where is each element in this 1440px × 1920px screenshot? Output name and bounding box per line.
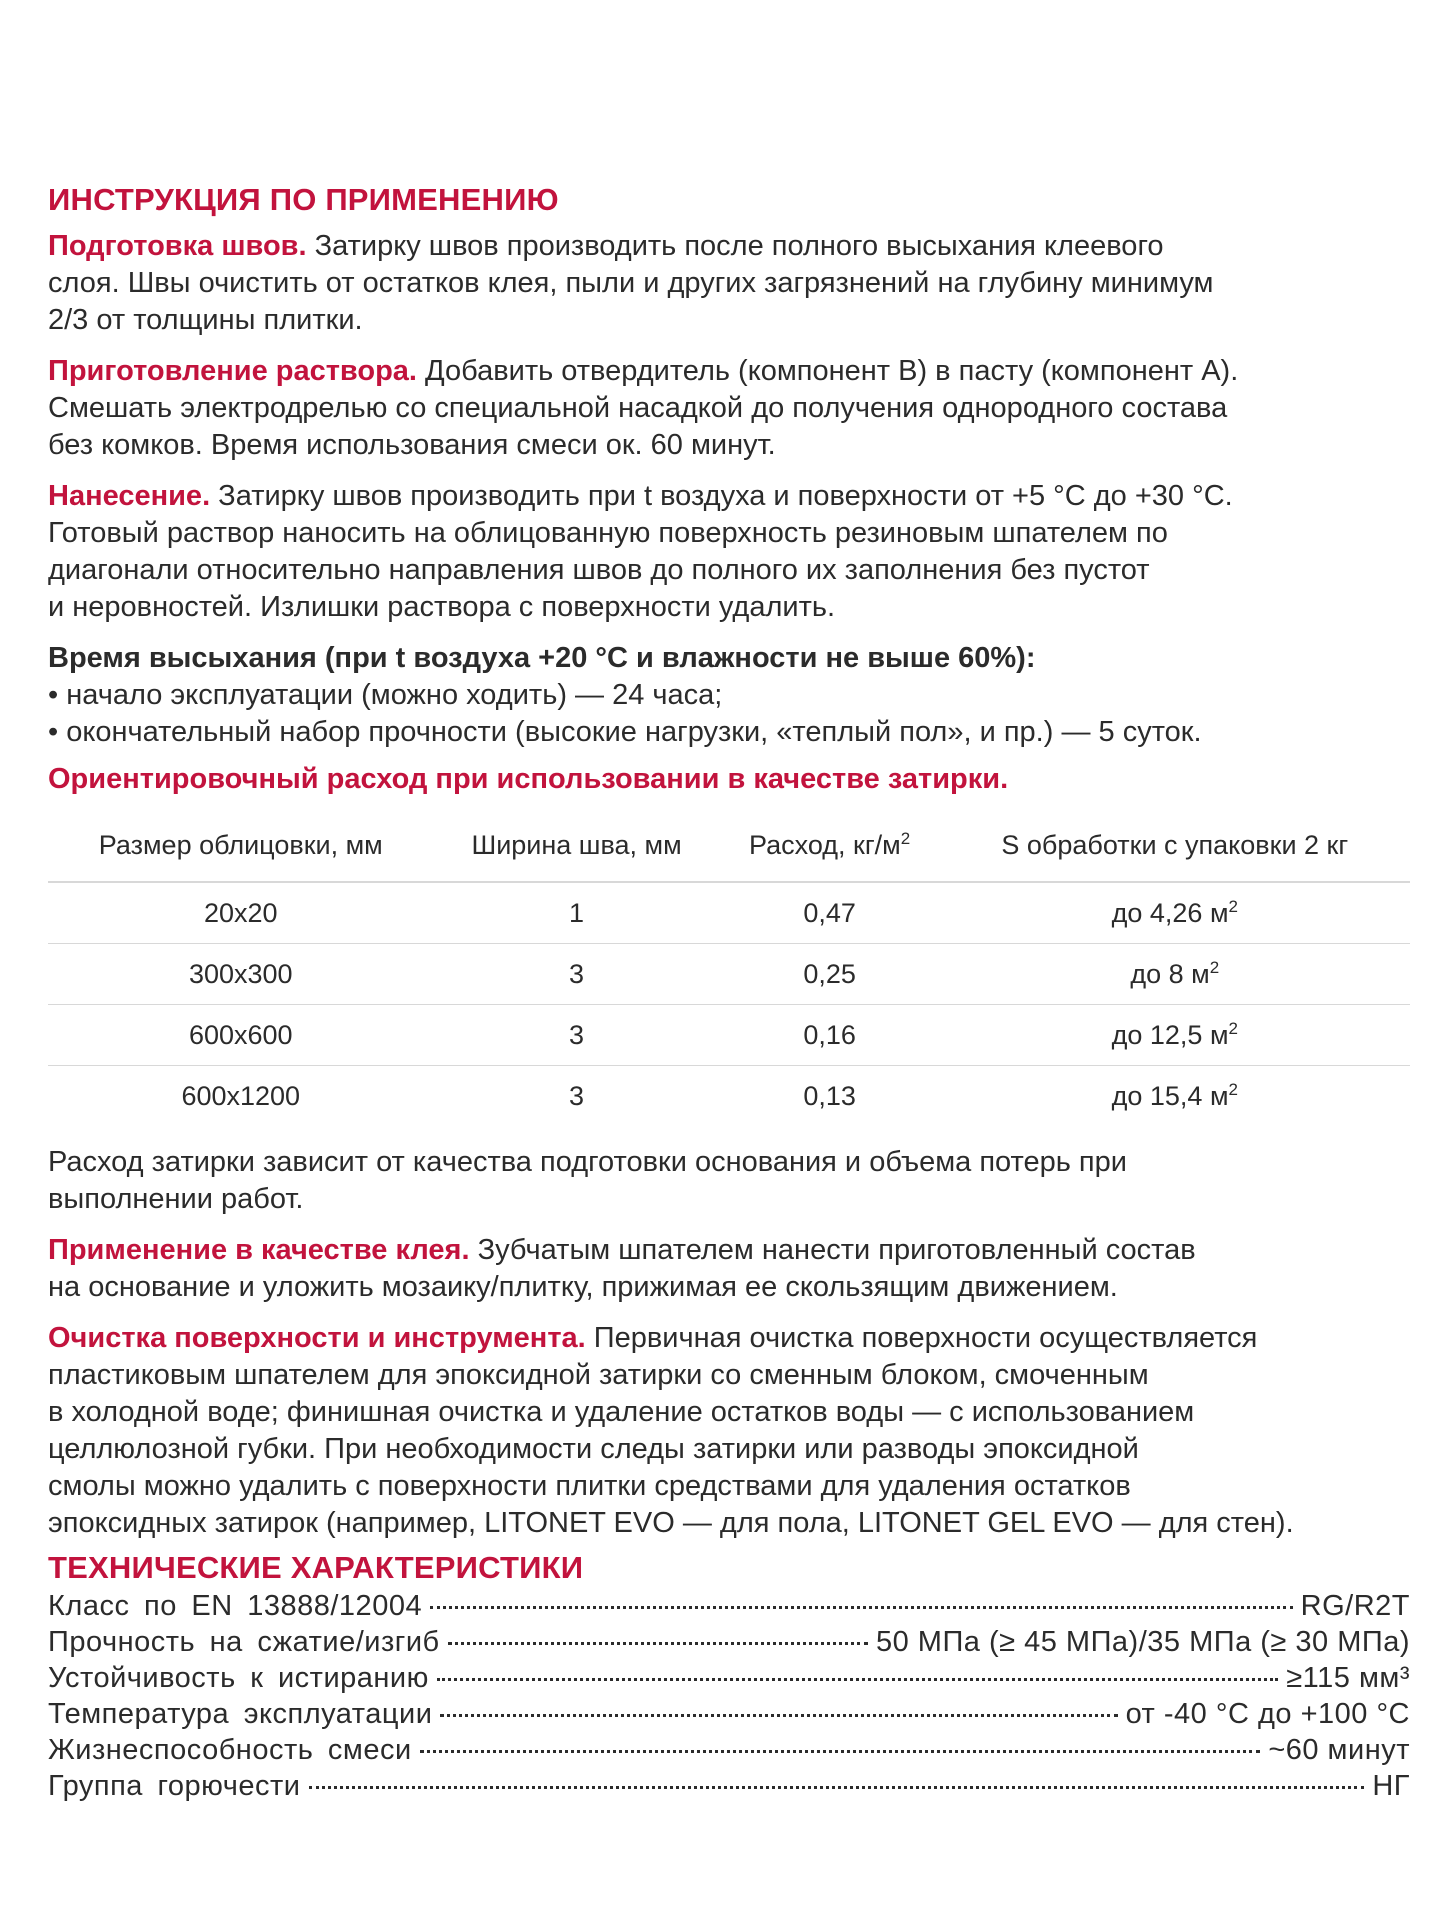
- cell-width: 1: [434, 882, 720, 944]
- tech-row-flammability: Группа горючести НГ: [48, 1770, 1410, 1802]
- apply-lead: Нанесение.: [48, 480, 211, 512]
- note-line-1: Расход затирки зависит от качества подготовки основания и объема потерь при: [48, 1146, 1127, 1178]
- cleaning-lead: Очистка поверхности и инструмента.: [48, 1322, 586, 1354]
- cleaning-line-3: в холодной воде; финишная очистка и удаление остатков воды — с использованием: [48, 1396, 1195, 1428]
- cell-size: 20x20: [48, 882, 434, 944]
- cell-size: 600x1200: [181, 1080, 301, 1111]
- cleaning-line-1: Первичная очистка поверхности осуществляется: [585, 1322, 1258, 1354]
- cell-size: 300x300: [48, 944, 434, 1005]
- table-row: [48, 1005, 1410, 1066]
- cell-rate: 0,16: [720, 1005, 940, 1066]
- tech-heading: ТЕХНИЧЕСКИЕ ХАРАКТЕРИСТИКИ: [48, 1550, 584, 1585]
- mix-lead: Приготовление раствора.: [48, 355, 417, 387]
- prep-lead: Подготовка швов.: [48, 230, 307, 262]
- table-row: [48, 882, 1410, 944]
- header-rate: Расход, $кг/м^2$: [720, 809, 940, 882]
- header-size: Размер облицовки, мм: [48, 809, 434, 882]
- mix-paragraph: [48, 353, 1410, 464]
- mix-line-1: Добавить отвердитель (компонент B) в пасту (компонент A).: [417, 355, 1239, 387]
- table-row: [48, 944, 1410, 1005]
- cell-area: до 15,4 $м^2$: [1111, 1079, 1238, 1111]
- cell-width: 3: [434, 944, 720, 1005]
- cleaning-line-6: эпоксидных затирок (например, LITONET EVO — для пола, LITONET GEL EVO — для стен).: [48, 1507, 1294, 1539]
- cell-rate: 0,47: [720, 882, 940, 944]
- glue-line-2: на основание и уложить мозаику/плитку, прижимая ее скользящим движением.: [48, 1271, 1118, 1303]
- header-area: S обработки с упаковки 2 кг: [940, 809, 1410, 882]
- prep-line-2: слоя. Швы очистить от остатков клея, пыли и других загрязнений на глубину минимум: [48, 267, 1214, 299]
- cell-width: 3: [569, 1080, 585, 1111]
- cell-size: 600x600: [48, 1005, 434, 1066]
- tech-row-strength: Прочность на сжатие/изгиб 50 МПа (≥ 45 МПа)/35 МПа (≥ 30 МПа): [48, 1626, 1410, 1658]
- tech-row-class: Класс по EN 13888/12004 RG/R2T: [48, 1590, 1410, 1622]
- apply-line-1: Затирку швов производить при t воздуха и поверхности от +5 °C до +30 °C.: [210, 480, 1233, 512]
- document-page: [48, 180, 1410, 1804]
- cleaning-line-5: смолы можно удалить с поверхности плитки средствами для удаления остатков: [48, 1470, 1131, 1502]
- instructions-heading: ИНСТРУКЦИЯ ПО ПРИМЕНЕНИЮ: [48, 182, 559, 217]
- glue-line-1: Зубчатым шпателем нанести приготовленный состав: [469, 1234, 1196, 1266]
- tech-row-pot-life: Жизнеспособность смеси ~60 минут: [48, 1734, 1410, 1766]
- cell-rate: 0,25: [720, 944, 940, 1005]
- consumption-table: [48, 809, 1410, 1126]
- cell-area: до 4,26 $м^2$: [940, 882, 1410, 944]
- consumption-title: Ориентировочный расход при использовании в качестве затирки.: [48, 763, 1009, 795]
- drying-bullet-1: • начало эксплуатации (можно ходить) — 24 часа;: [48, 679, 723, 711]
- cleaning-line-2: пластиковым шпателем для эпоксидной затирки со сменным блоком, смоченным: [48, 1359, 1149, 1391]
- cell-rate: 0,13: [803, 1080, 856, 1111]
- apply-paragraph: [48, 478, 1410, 626]
- cell-area: до 12,5 $м^2$: [940, 1005, 1410, 1066]
- prep-line-3: 2/3 от толщины плитки.: [48, 304, 363, 336]
- cleaning-line-4: целлюлозной губки. При необходимости следы затирки или разводы эпоксидной: [48, 1433, 1139, 1465]
- prep-line-1: Затирку швов производить после полного высыхания клеевого: [306, 230, 1164, 262]
- cleaning-paragraph: [48, 1320, 1410, 1542]
- table-row: [48, 1066, 1410, 1127]
- apply-line-3: диагонали относительно направления швов до полного их заполнения без пустот: [48, 554, 1150, 586]
- consumption-note: [48, 1144, 1410, 1218]
- table-header-row: [48, 809, 1410, 882]
- glue-paragraph: [48, 1232, 1410, 1306]
- note-line-2: выполнении работ.: [48, 1183, 304, 1215]
- prep-paragraph: [48, 228, 1410, 339]
- tech-row-temperature: Температура эксплуатации от -40 °C до +100 °C: [48, 1698, 1410, 1730]
- apply-line-4: и неровностей. Излишки раствора с поверхности удалить.: [48, 591, 836, 623]
- drying-title: Время высыхания (при t воздуха +20 °C и влажности не выше 60%):: [48, 642, 1036, 674]
- mix-line-2: Смешать электродрелью со специальной насадкой до получения однородного состава: [48, 392, 1228, 424]
- cell-area: до 8 $м^2$: [940, 944, 1410, 1005]
- mix-line-3: без комков. Время использования смеси ок. 60 минут.: [48, 429, 776, 461]
- tech-row-abrasion: Устойчивость к истиранию ≥115 мм³: [48, 1662, 1410, 1694]
- glue-lead: Применение в качестве клея.: [48, 1234, 470, 1266]
- drying-bullet-2: • окончательный набор прочности (высокие нагрузки, «теплый пол», и пр.) — 5 суток.: [48, 716, 1202, 748]
- header-width: Ширина шва, мм: [434, 809, 720, 882]
- apply-line-2: Готовый раствор наносить на облицованную поверхность резиновым шпателем по: [48, 517, 1168, 549]
- cell-width: 3: [434, 1005, 720, 1066]
